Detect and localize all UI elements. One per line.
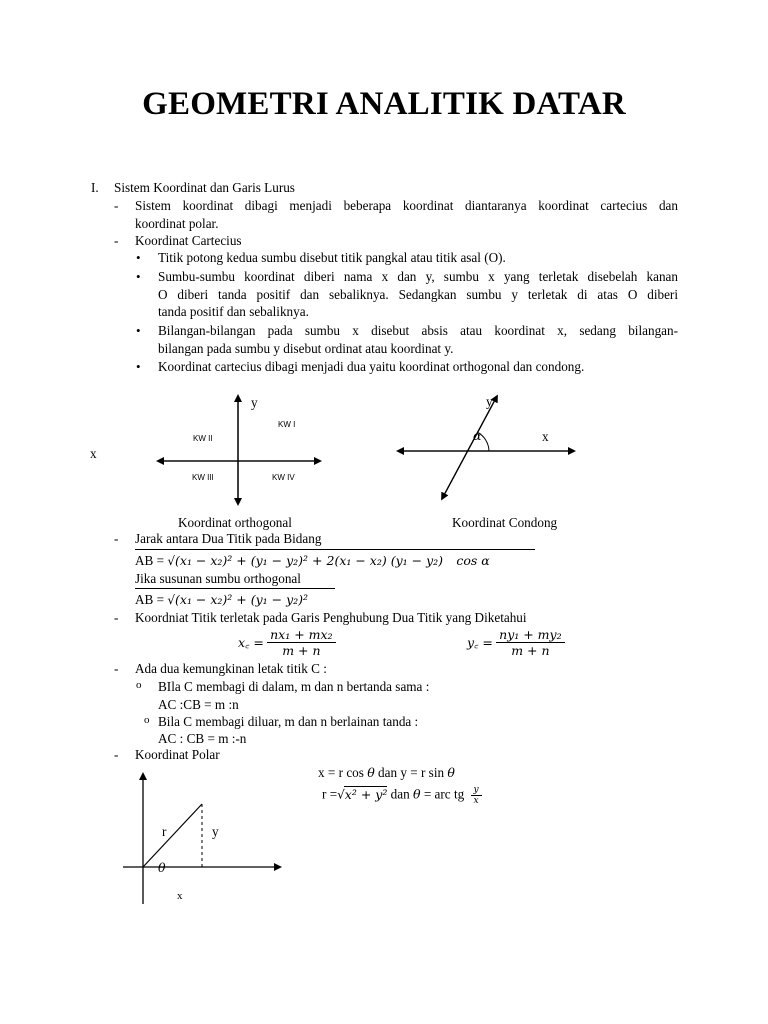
quadrant-3-label: KW III: [192, 473, 214, 482]
bullet-2-line-2: O diberi tanda positif dan sebaliknya. Sedangkan sumbu y terletak di atas O diberi: [158, 287, 678, 302]
quadrant-4-label: KW IV: [272, 473, 295, 482]
yc-denominator: m + n: [496, 642, 564, 658]
xc-denominator: m + n: [267, 642, 335, 658]
distance-formula-orthogonal: AB = √(x₁ − x₂)² + (y₁ − y₂)²: [135, 592, 309, 607]
sqrt-sign: √: [337, 787, 345, 802]
dash-marker: -: [114, 233, 119, 248]
intro-line-1: Sistem koordinat dibagi menjadi beberapa koordinat diantaranya koordinat cartecius dan: [135, 198, 678, 213]
bullet-3-line-1: Bilangan-bilangan pada sumbu x disebut absis atau koordinat x, sedang bilangan-: [158, 323, 678, 338]
distance-expression: (x₁ − x₂)² + (y₁ − y₂)² + 2(x₁ − x₂) (y₁ − y₂): [175, 553, 444, 568]
oblique-y-axis: [443, 398, 496, 497]
sqrt-sign: √: [167, 554, 176, 568]
yc-lhs: y꜀ =: [467, 635, 493, 650]
dash-marker: -: [114, 198, 119, 213]
oblique-y-label: y: [486, 394, 493, 409]
polar-r-label: r: [162, 824, 167, 839]
oblique-caption: Koordinat Condong: [452, 515, 558, 530]
section-number: I.: [91, 180, 99, 195]
xc-lhs: x꜀ =: [238, 635, 264, 650]
ortho-x-label: x: [90, 446, 97, 461]
oblique-x-label: x: [542, 429, 549, 444]
dash-marker: -: [114, 531, 119, 546]
distance-heading: Jarak antara Dua Titik pada Bidang: [135, 531, 322, 546]
bullet-2-line-3: tanda positif dan sebaliknya.: [158, 304, 309, 319]
formula-overline: [135, 549, 535, 551]
circle-marker: o: [136, 679, 142, 691]
xc-numerator: nx₁ + mx₂: [270, 627, 333, 642]
polar-radius-expression: x² + y²: [344, 786, 388, 802]
bullet-3-line-2: bilangan pada sumbu y disebut ordinat atau koordinat y.: [158, 341, 454, 356]
bullet-marker: •: [136, 250, 141, 265]
quadrant-2-label: KW II: [193, 434, 213, 443]
formula-overline: [135, 588, 335, 590]
quadrant-1-label: KW I: [278, 420, 296, 429]
theta-symbol: θ: [447, 765, 455, 780]
polar-y-label: y: [212, 824, 219, 839]
point-c-heading: Ada dua kemungkinan letak titik C :: [135, 661, 327, 676]
dash-marker: -: [114, 610, 119, 625]
yc-numerator: ny₁ + my₂: [499, 627, 562, 642]
ortho-caption: Koordinat orthogonal: [178, 515, 292, 530]
sqrt-sign: √: [167, 593, 176, 607]
point-c-ratio-1: AC :CB = m :n: [158, 697, 239, 712]
point-c-case-2: Bila C membagi diluar, m dan n berlainan tanda :: [158, 714, 419, 729]
bullet-1: Titik potong kedua sumbu disebut titik pangkal atau titik asal (O).: [158, 250, 506, 265]
bullet-2-line-1: Sumbu-sumbu koordinat diberi nama x dan y, sumbu x yang terletak disebelah kanan: [158, 269, 678, 284]
dash-marker: -: [114, 661, 119, 676]
theta-symbol: θ: [367, 765, 375, 780]
bullet-marker: •: [136, 269, 141, 284]
distance-formula-general: AB = √(x₁ − x₂)² + (y₁ − y₂)² + 2(x₁ − x₂) (y₁ − y₂) cos α: [135, 553, 490, 568]
polar-formula-2: r =√x² + y² dan θ = arc tg $\frac{y}{x}$: [322, 785, 482, 806]
section-heading: Sistem Koordinat dan Garis Lurus: [114, 180, 295, 195]
point-c-ratio-2: AC : CB = m :-n: [158, 731, 247, 746]
yc-fraction: [496, 627, 564, 658]
theta-symbol: θ: [413, 786, 421, 802]
polar-x-label: x: [177, 890, 183, 902]
point-c-case-1: BIla C membagi di dalam, m dan n bertanda sama :: [158, 679, 430, 694]
cos-alpha: cos α: [456, 553, 490, 568]
ab-label: AB: [135, 592, 154, 607]
division-heading: Koordniat Titik terletak pada Garis Penghubung Dua Titik yang Diketahui: [135, 610, 527, 625]
intro-line-2: koordinat polar.: [135, 216, 219, 231]
polar-theta-label: θ: [158, 860, 166, 875]
polar-formula-1: x = r cos θ dan y = r sin θ: [318, 765, 455, 780]
circle-marker: o: [144, 714, 150, 726]
dash-marker: -: [114, 747, 119, 762]
ortho-y-label: y: [251, 395, 258, 410]
xc-formula: [238, 627, 336, 658]
yc-formula: [467, 627, 565, 658]
polar-heading: Koordinat Polar: [135, 747, 220, 762]
bullet-marker: •: [136, 359, 141, 374]
bullet-marker: •: [136, 323, 141, 338]
distance-expression: (x₁ − x₂)² + (y₁ − y₂)²: [175, 592, 309, 607]
y-over-x-fraction: $\frac{y}{x}$: [471, 785, 482, 806]
angle-alpha-label: α: [473, 428, 482, 443]
cartecius-heading: Koordinat Cartecius: [135, 233, 242, 248]
polar-radius-line: [143, 804, 202, 867]
page-title: GEOMETRI ANALITIK DATAR: [142, 86, 626, 122]
orthogonal-note: Jika susunan sumbu orthogonal: [135, 571, 301, 586]
bullet-4: Koordinat cartecius dibagi menjadi dua yaitu koordinat orthogonal dan condong.: [158, 359, 585, 374]
ab-label: AB: [135, 553, 154, 568]
xc-fraction: [267, 627, 335, 658]
